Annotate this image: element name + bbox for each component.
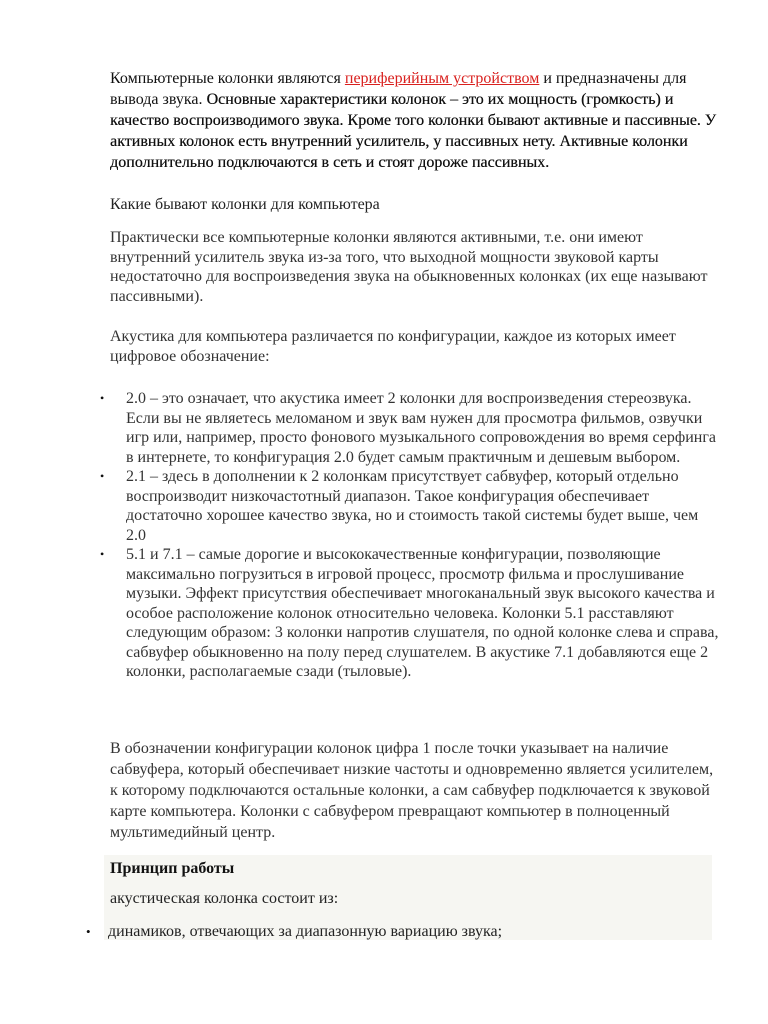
list-item [98, 389, 720, 467]
intro-text-characteristics: Основные характеристики колонок – это их мощность (громкость) и качество воспроизводимого звука. Кроме того колонки бывают активные и пассивные. У активных колонок есть внутренний усилитель, у пассивных нету. Активные колонки дополнительно подключаются в сеть и стоят дороже пассивных. [110, 91, 717, 171]
intro-text-start: Компьютерные колонки являются [110, 70, 345, 87]
list-item [98, 545, 720, 682]
speaker-types-heading: Какие бывают колонки для компьютера [110, 196, 380, 213]
list-item-text: 5.1 и 7.1 – самые дорогие и высококачественные конфигурации, позволяющие максимально погрузиться в игровой процесс, просмотр фильма и прослушивание музыки. Эффект присутствия обеспечивает многоканальный звук высокого качества и особое расположение колонок относительно человека. Колонки 5.1 расставляют следующим образом: 3 колонки напротив слушателя, по одной колонке слева и справа, сабвуфер обыкновенно на полу перед слушателем. В акустике 7.1 добавляются еще 2 колонки, располагаемые сзади (тыловые). [126, 546, 719, 680]
bullet-icon: • [100, 547, 105, 561]
active-speakers-paragraph: Практически все компьютерные колонки являются активными, т.е. они имеют внутренний усилитель звука из-за того, что выходной мощности звуковой карты недостаточно для воспроизведения звука на обыкновенных колонках (их еще называют пассивными). [110, 229, 708, 305]
consists-paragraph: акустическая колонка состоит из: [110, 890, 339, 907]
list-item [98, 467, 720, 545]
bullet-icon: • [100, 391, 105, 405]
list-item-text: 2.0 – это означает, что акустика имеет 2 колонки для воспроизведения стереозвука. Если вы не являетесь меломаном и звук вам нужен для просмотра фильмов, озвучки игр или, например, просто фонового музыкального сопровождения во время серфинга в интернете, то конфигурация 2.0 будет самым практичным и дешевым выбором. [126, 390, 717, 466]
subwoofer-paragraph: В обозначении конфигурации колонок цифра 1 после точки указывает на наличие сабвуфера, который обеспечивает низкие частоты и одновременно является усилителем, к которому подключаются остальные колонки, а сам сабвуфер подключается к звуковой карте компьютера. Колонки с сабвуфером превращают компьютер в полноценный мультимедийный центр. [110, 740, 714, 841]
bullet-icon: • [86, 924, 91, 939]
bullet-icon: • [100, 469, 105, 483]
peripheral-device-link[interactable]: периферийным устройством [344, 70, 540, 87]
intro-paragraph [110, 68, 720, 173]
intro-text-middle: и предназначены для вывода звука. [110, 70, 687, 108]
list-item-text: 2.1 – здесь в дополнении к 2 колонкам присутствует сабвуфер, который отдельно воспроизводит низкочастотный диапазон. Такое конфигурация обеспечивает достаточно хорошее качество звука, но и стоимость такой системы будет выше, чем 2.0 [126, 468, 699, 544]
principle-heading: Принцип работы [110, 860, 235, 877]
configuration-list [98, 389, 720, 682]
list-item-text: динамиков, отвечающих за диапазонную вариацию звука; [108, 923, 503, 940]
configuration-paragraph: Акустика для компьютера различается по конфигурации, каждое из которых имеет цифровое обозначение: [110, 328, 676, 365]
